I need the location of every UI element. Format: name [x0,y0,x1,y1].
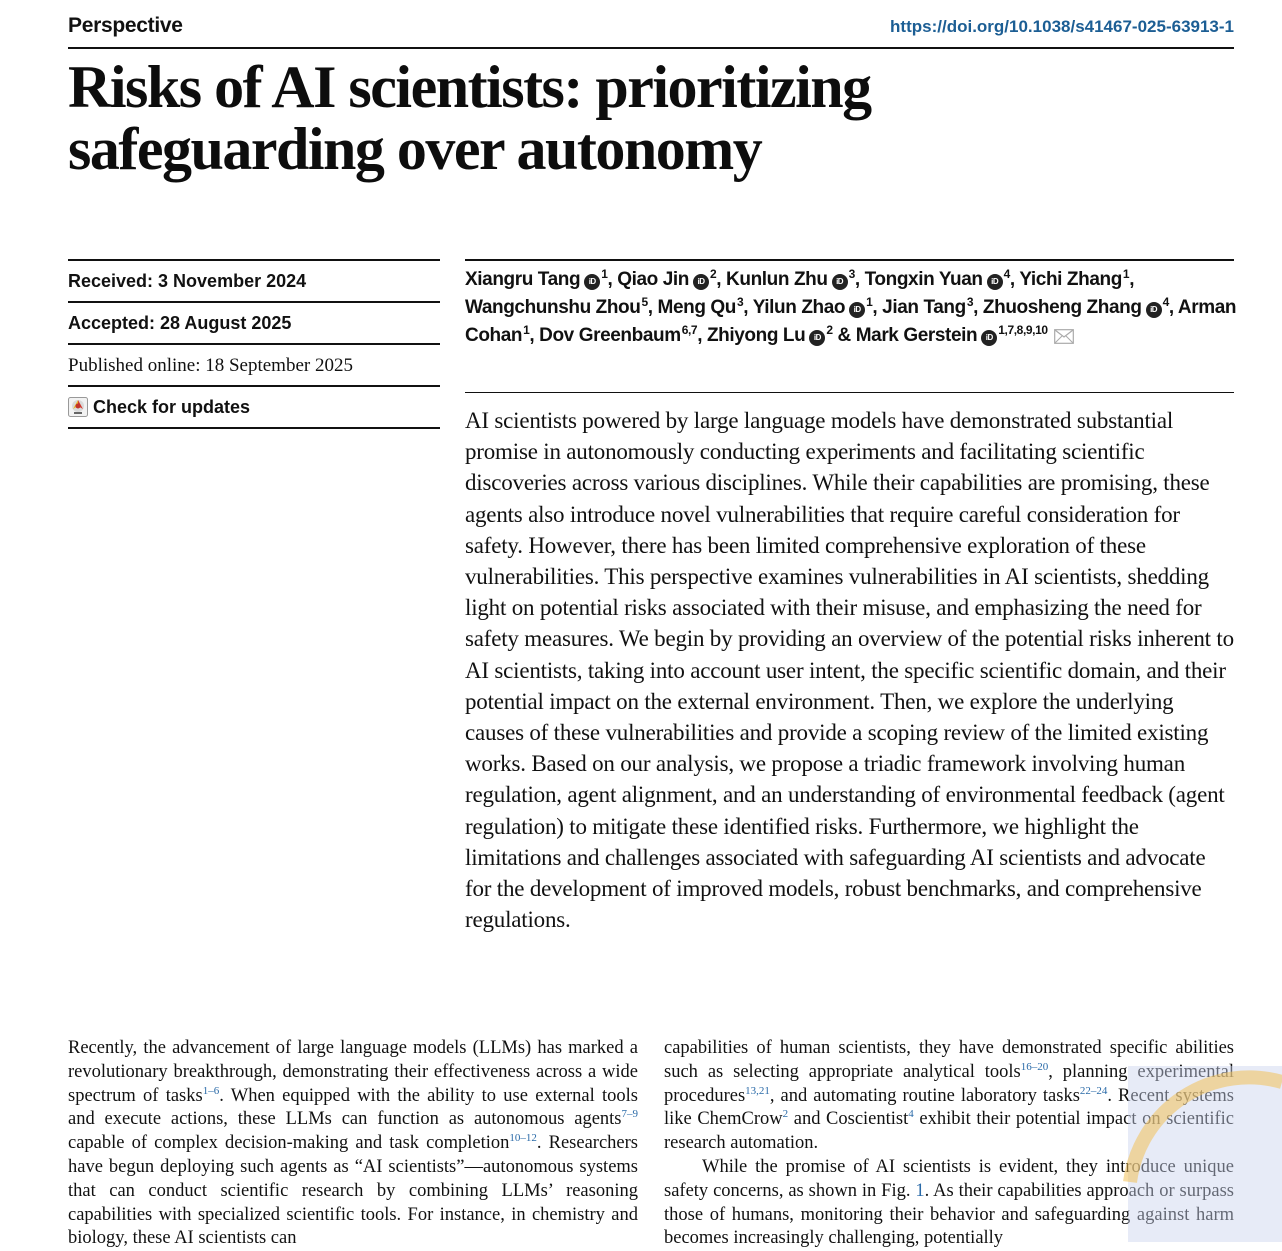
author-affiliation: 1 [601,267,608,281]
author-affiliation: 3 [848,267,855,281]
citation-ref[interactable]: 22–24 [1079,1084,1108,1097]
author [465,269,607,290]
doi-link[interactable]: https://doi.org/10.1038/s41467-025-63913-1 [890,17,1234,36]
author-name: Zhiyong Lu [706,325,806,346]
body-paragraph-2: While the promise of AI scientists is evident, they introduce unique safety concerns, as shown in Fig. 1. As their capabilities approach or surpass those of humans, monitoring their behavior and safeguarding against harm becomes increasingly challenging, potentially [664,1156,1234,1249]
author [465,297,648,318]
check-for-updates-link[interactable] [68,385,440,429]
citation-ref[interactable]: 13,21 [745,1084,770,1097]
author-affiliation: 1,7,8,9,10 [998,323,1048,337]
author-name: Tongxin Yuan [864,269,983,290]
author-affiliation: 1 [866,295,873,309]
author [856,325,1048,346]
author [658,297,744,318]
citation-ref[interactable]: 10–12 [509,1132,537,1145]
orcid-icon[interactable]: iD [1146,302,1162,318]
author [865,269,1010,290]
author-affiliation: 2 [710,267,717,281]
author-affiliation: 1 [523,323,530,337]
author [983,297,1169,318]
citation-ref[interactable]: 4 [908,1108,914,1121]
author-affiliation: 3 [737,295,744,309]
author-name: Yichi Zhang [1019,269,1122,290]
author-name: Dov Greenbaum [539,325,681,346]
received-date: Received: 3 November 2024 [68,259,440,301]
author-affiliation: 3 [966,295,974,309]
body-column-left: Recently, the advancement of large language models (LLMs) has marked a revolutionary breakthrough, demonstrating their effectiveness across a wide spectrum of tasks$^{1-6}$. When equipped with the ability to use external tools and execute actions, these LLMs can function as autonomous agents$^{7-9}$ capable of complex decision-making and task completion$^{10-12}$. Researchers have begun deploying such agents as “AI scientists”—autonomous systems that can conduct scientific research by combining LLMs’ reasoning capabilities with specialized scientific tools. For instance, in chemistry and biology, these AI scientists can [68,1038,638,1249]
author-name: Qiao Jin [617,269,689,290]
author-name: Mark Gerstein [855,325,978,346]
orcid-icon[interactable]: iD [693,274,709,290]
author [1019,269,1129,290]
article-history [68,259,440,429]
author [726,269,855,290]
author-affiliation: 4 [1003,267,1010,281]
authors-bottom-rule [465,392,1234,393]
author-name: Wangchunshu Zhou [465,297,641,318]
citation-ref[interactable]: 7–9 [621,1108,638,1121]
orcid-icon[interactable]: iD [584,274,600,290]
author-list: Xiangru Tang $iD^1$, Qiao Jin $iD^2$, Kunlun Zhu $iD^3$, Tongxin Yuan $iD^4$, Yichi Zhang$^1$, Wangchunshu Zhou$^5$, Meng Qu$^3$, Yilun Zhao $iD^1$, Jian Tang$^3$, Zhuosheng Zhang $iD^4$, Arman Cohan$^1$, Dov Greenbaum$^{6,7}$, Zhiyong Lu $iD^2$ & Mark Gerstein iD$^{1,7,8,9,10}$ [465,266,1237,353]
body-column-right [664,1037,1234,1251]
author [882,297,973,318]
author-name: Jian Tang [882,297,966,318]
author-name: Yilun Zhao [752,297,846,318]
check-updates-icon [68,397,88,417]
author [707,325,833,346]
citation-ref[interactable]: 2 [782,1108,789,1121]
published-date: Published online: 18 September 2025 [68,343,440,385]
author-affiliation: 1 [1122,267,1130,281]
orcid-icon[interactable]: iD [987,274,1003,290]
author-affiliation: 5 [641,295,648,309]
author-affiliation: 2 [826,323,833,337]
orcid-icon[interactable]: iD [809,330,825,346]
abstract: AI scientists powered by large language models have demonstrated substantial promise in autonomously conducting experiments and facilitating scientific discoveries across various disciplines. While their capabilities are promising, these agents also introduce novel vulnerabilities that require careful consideration for safety. However, there has been limited comprehensive exploration of these vulnerabilities. This perspective examines vulnerabilities in AI scientists, shedding light on potential risks associated with their misuse, and emphasizing the need for safety measures. We begin by providing an overview of the potential risks inherent to AI scientists, taking into account user intent, the specific scientific domain, and their potential impact on the external environment. Then, we explore the underlying causes of these vulnerabilities and provide a scoping review of the limited existing works. Based on our analysis, we propose a triadic framework involving human regulation, agent alignment, and an understanding of environmental feedback (agent regulation) to mitigate these identified risks. Furthermore, we highlight the limitations and challenges associated with safeguarding AI scientists and advocate for the development of improved models, robust benchmarks, and comprehensive regulations. [465,408,1234,933]
author-name: Xiangru Tang [465,269,581,290]
author-name: Kunlun Zhu [726,269,828,290]
citation-ref[interactable]: 1–6 [202,1084,220,1097]
orcid-icon[interactable]: iD [849,302,865,318]
orcid-icon[interactable]: iD [981,330,997,346]
check-updates-label: Check for updates [93,397,251,417]
citation-ref[interactable]: 16–20 [1020,1060,1049,1073]
author-name: Zhuosheng Zhang [982,297,1142,318]
accepted-date: Accepted: 28 August 2025 [68,301,440,343]
authors-top-rule [465,259,1234,261]
author-name: Arman Cohan [465,297,1237,346]
author [539,325,697,346]
body-paragraph-1: capabilities of human scientists, they have demonstrated specific abilities such as selecting appropriate analytical tools$^{16-20}$, planning experimental procedures$^{13,21}$, and automating routine laboratory tasks$^{22-24}$. Recent systems like ChemCrow$^2$ and Coscientist$^4$ exhibit their potential impact on scientific research automation. [664,1038,1235,1154]
orcid-icon[interactable]: iD [832,274,848,290]
figure-ref[interactable]: 1 [915,1180,925,1201]
author-affiliation: 4 [1162,295,1169,309]
author [617,269,716,290]
email-icon[interactable] [1054,325,1074,353]
author-affiliation: 6,7 [681,323,698,337]
header-rule [68,47,1234,49]
author [753,297,873,318]
article-type-label: Perspective [68,14,183,37]
article-title: Risks of AI scientists: prioritizing safeguarding over autonomy [68,54,871,182]
author-name: Meng Qu [657,297,737,318]
